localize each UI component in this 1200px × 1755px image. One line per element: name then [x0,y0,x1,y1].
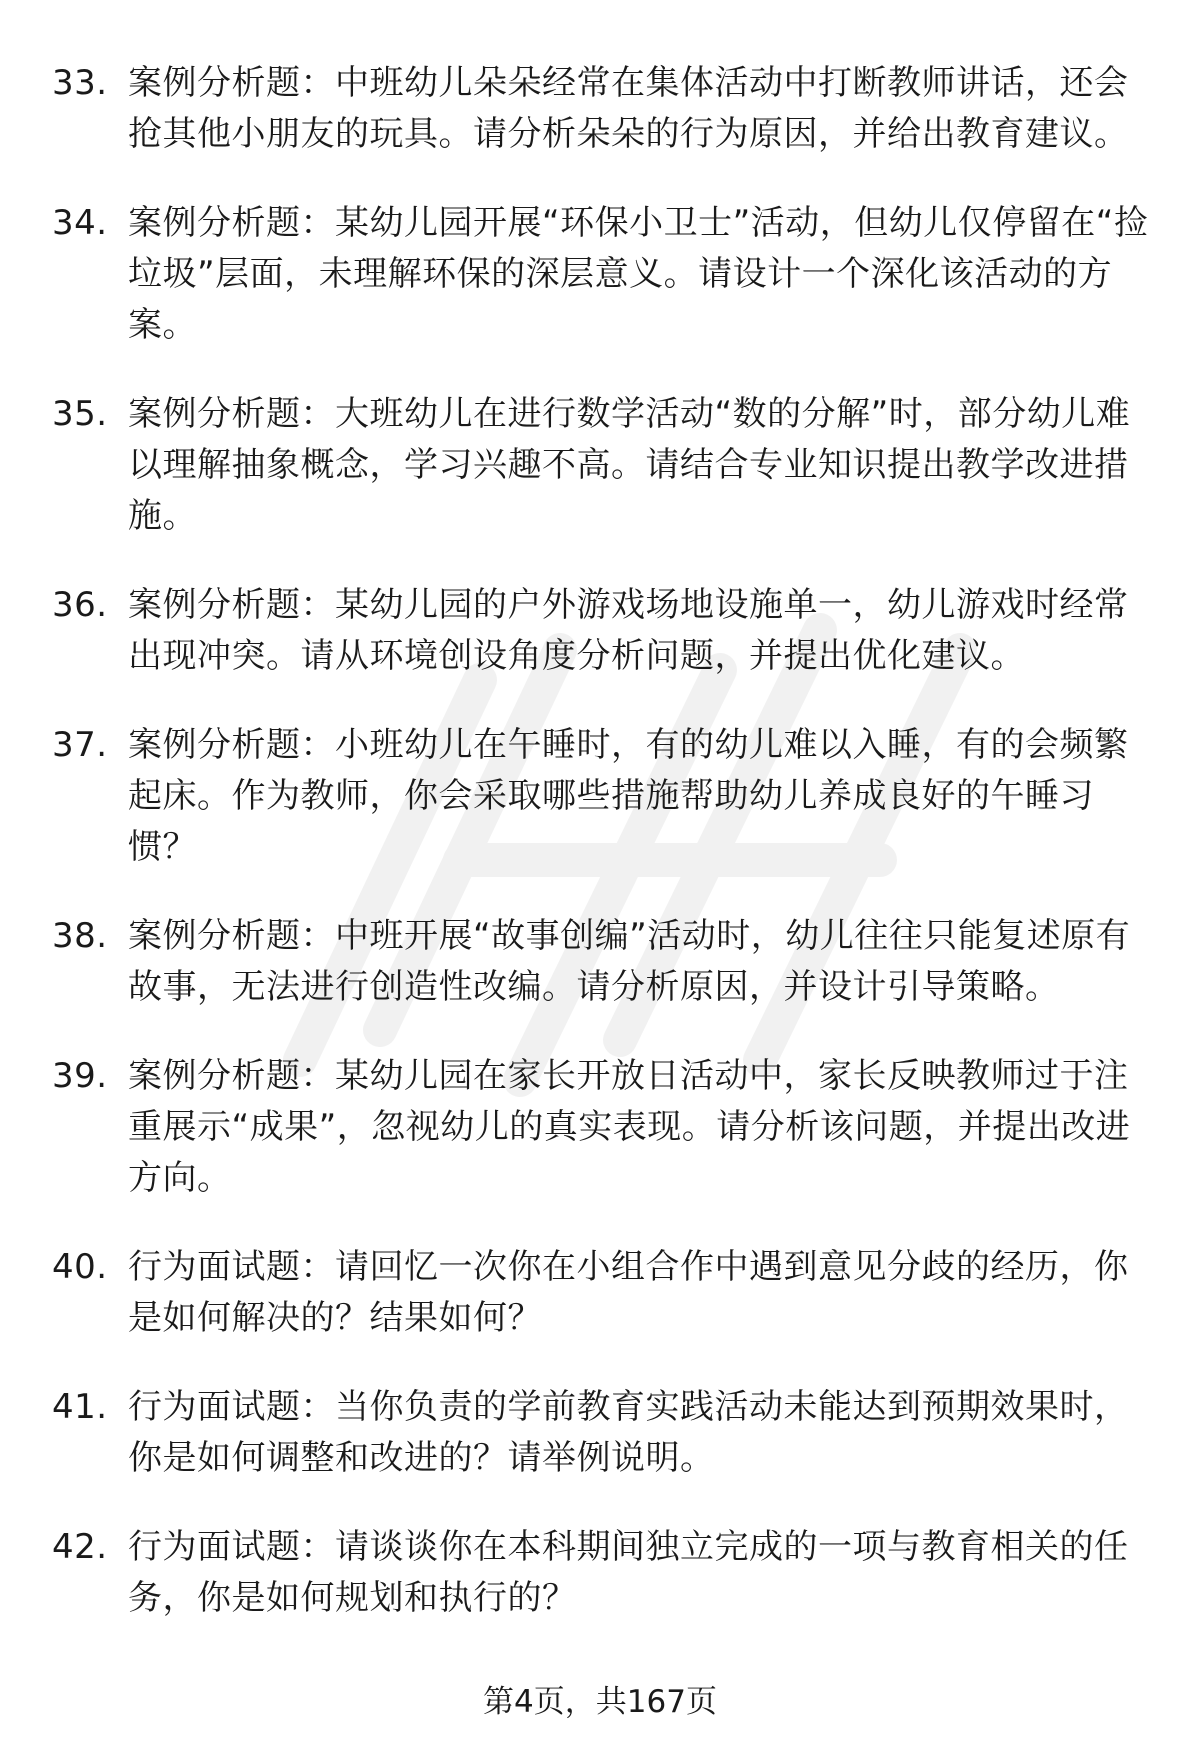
question-text: 案例分析题：某幼儿园开展“环保小卫士”活动，但幼儿仅停留在“捡垃圾”层面，未理解环保的深层意义。请设计一个深化该活动的方案。 [128,203,1149,345]
question-number: 36. [52,585,108,625]
question-number: 40. [52,1247,108,1287]
page-number-label: 第4页，共167页 [483,1684,717,1720]
question-number: 33. [52,63,108,103]
question-list [52,58,1152,1662]
question-item-39 [52,1051,1152,1204]
question-text: 行为面试题：请回忆一次你在小组合作中遇到意见分歧的经历，你是如何解决的？结果如何？ [128,1247,1129,1338]
question-text: 案例分析题：中班开展“故事创编”活动时，幼儿往往只能复述原有故事，无法进行创造性改编。请分析原因，并设计引导策略。 [128,916,1131,1007]
question-text: 行为面试题：请谈谈你在本科期间独立完成的一项与教育相关的任务，你是如何规划和执行的？ [128,1527,1129,1618]
question-item-41 [52,1382,1152,1484]
question-number: 39. [52,1056,108,1096]
page-footer [0,1682,1200,1722]
question-number: 42. [52,1527,108,1567]
question-item-35 [52,389,1152,542]
question-item-36 [52,580,1152,682]
question-item-40 [52,1242,1152,1344]
question-item-34 [52,198,1152,351]
question-item-37 [52,720,1152,873]
question-text: 行为面试题：当你负责的学前教育实践活动未能达到预期效果时，你是如何调整和改进的？请举例说明。 [128,1387,1129,1478]
question-number: 35. [52,394,108,434]
question-text: 案例分析题：小班幼儿在午睡时，有的幼儿难以入睡，有的会频繁起床。作为教师，你会采取哪些措施帮助幼儿养成良好的午睡习惯？ [128,725,1129,867]
question-item-42 [52,1522,1152,1624]
question-text: 案例分析题：某幼儿园的户外游戏场地设施单一，幼儿游戏时经常出现冲突。请从环境创设角度分析问题，并提出优化建议。 [128,585,1129,676]
question-item-38 [52,911,1152,1013]
question-item-33 [52,58,1152,160]
question-text: 案例分析题：大班幼儿在进行数学活动“数的分解”时，部分幼儿难以理解抽象概念，学习兴趣不高。请结合专业知识提出教学改进措施。 [128,394,1131,536]
question-number: 37. [52,725,108,765]
question-text: 案例分析题：中班幼儿朵朵经常在集体活动中打断教师讲话，还会抢其他小朋友的玩具。请分析朵朵的行为原因，并给出教育建议。 [128,63,1129,154]
question-number: 38. [52,916,108,956]
question-text: 案例分析题：某幼儿园在家长开放日活动中，家长反映教师过于注重展示“成果”，忽视幼儿的真实表现。请分析该问题，并提出改进方向。 [128,1056,1131,1198]
question-number: 41. [52,1387,108,1427]
question-number: 34. [52,203,108,243]
